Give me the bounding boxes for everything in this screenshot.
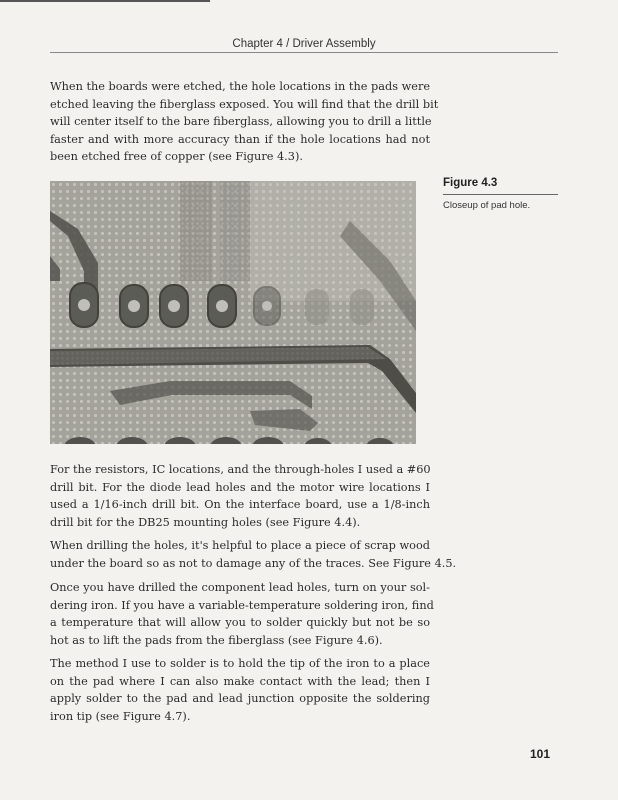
paragraph-1 xyxy=(50,78,439,166)
text-line: iron tip (see Figure 4.7). xyxy=(50,709,191,723)
text-line: Once you have drilled the component lead holes, turn on your sol- xyxy=(50,581,430,594)
text-line: drill bit. For the diode lead holes and the motor wire locations I xyxy=(50,480,430,494)
text-line: For the resistors, IC locations, and the through-holes I used a #60 xyxy=(50,463,431,476)
text-line: When the boards were etched, the hole locations in the pads were xyxy=(50,80,431,93)
paragraph-4 xyxy=(50,579,434,649)
text-line: apply solder to the pad and lead junction opposite the soldering xyxy=(50,692,430,706)
text-line: used a 1/16-inch drill bit. On the interface board, use a 1/8-inch xyxy=(50,498,430,512)
figure-caption: Closeup of pad hole. xyxy=(443,200,531,211)
text-line: When drilling the holes, it's helpful to place a piece of scrap wood xyxy=(50,539,430,552)
text-line: etched leaving the fiberglass exposed. You will find that the drill bit xyxy=(50,97,439,111)
top-edge-rule xyxy=(0,0,210,2)
running-header: Chapter 4 / Driver Assembly xyxy=(232,38,376,50)
text-line: hot as to lift the pads from the fiberglass (see Figure 4.6). xyxy=(50,633,383,647)
text-line: faster and with more accuracy than if the hole locations had not xyxy=(50,132,430,146)
paragraph-3 xyxy=(50,537,457,572)
text-line: will center itself to the bare fiberglass, allowing you to drill a little xyxy=(50,115,432,129)
text-line: under the board so as not to damage any of the traces. See Figure 4.5. xyxy=(50,556,457,570)
text-line: dering iron. If you have a variable-temperature soldering iron, find xyxy=(50,598,434,612)
text-line: The method I use to solder is to hold the tip of the iron to a place xyxy=(50,657,430,670)
page-number: 101 xyxy=(530,747,551,761)
pcb-closeup-photo xyxy=(50,181,416,444)
text-line: a temperature that will allow you to solder quickly but not be so xyxy=(50,616,430,630)
text-line: on the pad where I can also make contact with the lead; then I xyxy=(50,674,430,688)
caption-divider xyxy=(443,194,558,195)
header-divider xyxy=(50,52,558,53)
text-line: drill bit for the DB25 mounting holes (see Figure 4.4). xyxy=(50,515,361,529)
text-line: been etched free of copper (see Figure 4.3). xyxy=(50,150,303,164)
paragraph-2 xyxy=(50,461,430,531)
figure-label: Figure 4.3 xyxy=(443,177,498,189)
paragraph-5 xyxy=(50,655,430,725)
